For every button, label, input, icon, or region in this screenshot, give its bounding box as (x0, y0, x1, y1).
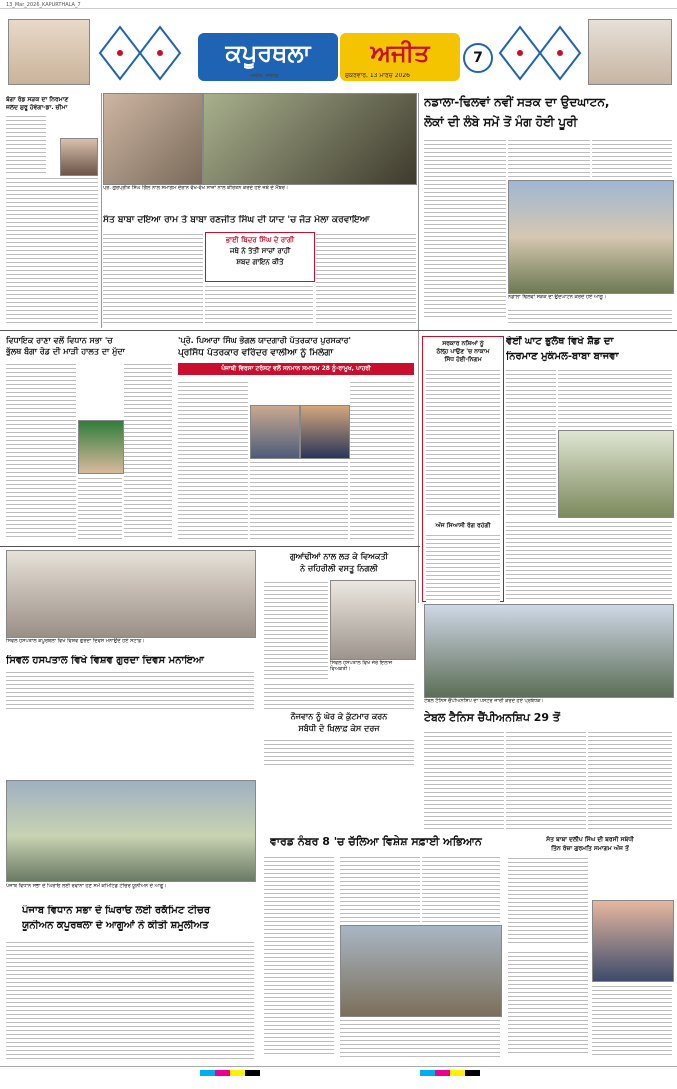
tt-headline: ਟੇਬਲ ਟੈਨਿਸ ਚੈਂਪੀਅਨਸ਼ਿਪ 29 ਤੋਂ (424, 711, 560, 724)
ghat-headline-1: ਵੇਈਂ ਘਾਟ ਭੁਲੱਥ ਵਿਖੇ ਸ਼ੈੱਡ ਦਾ (506, 336, 614, 347)
ward8-text-b (340, 855, 420, 923)
tt-caption: ਟੇਬਲ ਟੈਨਿਸ ਚੈਂਪੀਅਨਸ਼ਿਪ ਦਾ ਪੋਸਟਰ ਜਾਰੀ ਕਰਦੇ ਹੋਏ ਪ੍ਰਬੰਧਕ। (424, 698, 544, 704)
mid-box (422, 336, 504, 602)
ghat-text-b (558, 368, 672, 428)
page-number: 7 (463, 43, 493, 73)
portrait-left-top (60, 138, 98, 176)
ward8-headline: ਵਾਰਡ ਨੰਬਰ 8 'ਚ ਚੱਲਿਆ ਵਿਸ਼ੇਸ਼ ਸਫ਼ਾਈ ਅਭਿਆਨ (270, 835, 482, 848)
tt-text-c (588, 730, 672, 830)
case-text (264, 738, 414, 768)
section-rule-1 (0, 330, 677, 331)
left-top-headline-1: ਬੰਗਾ ਰੋਡ ਸੜਕ ਦਾ ਨਿਰਮਾਣ (6, 96, 69, 103)
teachers-caption: ਪੰਜਾਬ ਵਿਧਾਨ ਸਭਾ ਦੇ ਘਿਰਾਓ ਲਈ ਰਵਾਨਾ ਹੋਣ ਸਮੇਂ ਕਮਿਟਿਡ ਟੀਚਰ ਯੂਨੀਅਨ ਦੇ ਆਗੂ। (6, 883, 167, 889)
obit-text-b (508, 950, 588, 1055)
road-photo (508, 180, 674, 294)
top-rule (0, 8, 677, 9)
section-rule-2 (0, 546, 420, 547)
kirtan-caption: ਪ੍ਰ. ਗੁਰਪ੍ਰੀਤ ਸਿੰਘ ਗਿੱਲ ਨਾਲ ਸਮਾਗਮ ਦੌਰਾਨ ਵੱਖ-ਵੱਖ ਸਾਜ਼ਾਂ ਨਾਲ ਕੀਰਤਨ ਕਰਦੇ ਹੋਏ ਜਥੇ ਦੇ ਮੈਂਬਰ। (103, 185, 289, 191)
mid-box-headline-3: ਸਿੱਧ ਹੋਈ-ਨਿਗਮ (444, 356, 482, 363)
masthead-date: ਸ਼ੁੱਕਰਵਾਰ, 13 ਮਾਰਚ 2026 (345, 73, 410, 79)
ward8-text-c (422, 855, 500, 923)
clock-tower-image (588, 19, 672, 85)
exhibition-photo (103, 93, 203, 185)
award-portrait-1 (250, 405, 300, 459)
column-rule-2 (418, 93, 419, 603)
kidney-text (6, 670, 254, 712)
award-portrait-2 (300, 405, 350, 459)
left-top-text-a (6, 114, 46, 174)
award-text-a (178, 380, 248, 540)
hospital-caption: ਸਿਵਲ ਹਸਪਤਾਲ ਵਿਖੇ ਜੇਰੇ ਇਲਾਜ ਵਿਅਕਤੀ। (330, 660, 393, 672)
obit-portrait (592, 900, 674, 982)
mela-headline: ਸੰਤ ਬਾਬਾ ਦਇਆ ਰਾਮ ਤੇ ਬਾਬਾ ਰਣਜੀਤ ਸਿੰਘ ਦੀ ਯਾਦ 'ਚ ਜੋੜ ਮੇਲਾ ਕਰਵਾਇਆ (103, 215, 370, 225)
obit-text-c (592, 984, 672, 1056)
ghat-headline-2: ਨਿਰਮਾਣ ਮੁਕੰਮਲ-ਬਾਬਾ ਬਾਜਵਾ (506, 351, 619, 362)
masthead (0, 15, 677, 90)
left-top-headline-2: ਜਲਦ ਸ਼ੁਰੂ ਹੋਵੇਗਾ-ਡਾ. ਚੀਮਾ (6, 104, 68, 111)
color-bar-left (200, 1070, 260, 1076)
mid-box-headline-2: ਠੱਲ੍ਹ ਪਾਉਣ 'ਚ ਨਾਕਾਮ (436, 348, 490, 355)
tt-text-b (506, 730, 586, 830)
title-city: ਕਪੂਰਥਲਾ (225, 39, 311, 67)
tt-text-a (424, 730, 504, 830)
poison-headline-2: ਨੇ ਜ਼ਹਿਰੀਲੀ ਵਸਤੂ ਨਿਗਲੀ (300, 564, 378, 573)
hospital-photo (330, 580, 416, 660)
assembly-headline-1: ਵਿਧਾਇਕ ਰਾਣਾ ਵਲੋਂ ਵਿਧਾਨ ਸਭਾ 'ਚ (6, 336, 113, 345)
teachers-headline-2: ਯੂਨੀਅਨ ਕਪੂਰਥਲਾ ਦੇ ਆਗੂਆਂ ਨੇ ਕੀਤੀ ਸ਼ਮੂਲੀਅਤ (22, 920, 209, 931)
print-slug: 13_Mar_2026_KAPURTHALA_7 (6, 2, 81, 8)
assembly-text-c (78, 476, 122, 540)
mla-portrait (78, 420, 124, 474)
mid-box-headline-1: ਸਰਕਾਰ ਨਸ਼ਿਆਂ ਨੂੰ (442, 340, 484, 347)
obit-headline-1: ਸੰਤ ਬਾਬਾ ਦਲੀਪ ਸਿੰਘ ਦੀ ਬਰਸੀ ਸਬੰਧੀ (546, 836, 634, 843)
nadala-text-b (508, 138, 590, 178)
mid-box-text-a (426, 368, 500, 518)
poison-text-a (264, 580, 328, 680)
kirtan-photo (203, 93, 417, 185)
ghat-text-c (506, 520, 672, 600)
award-text-c (350, 380, 414, 540)
obit-text-a (508, 856, 588, 946)
mid-box-text-b (426, 533, 500, 603)
masthead-sub: ਅਜੀਤ, ਜਲੰਧਰ (250, 73, 279, 79)
poison-headline-1: ਗੁਆਂਢੀਆਂ ਨਾਲ ਲੜ ਕੇ ਵਿਅਕਤੀ (289, 552, 389, 561)
mela-text-a (103, 232, 203, 326)
kidney-caption: ਸਿਵਲ ਹਸਪਤਾਲ ਕਪੂਰਥਲਾ ਵਿਖੇ ਵਿਸ਼ਵ ਗੁਰਦਾ ਦਿਵਸ ਮਨਾਉਂਦੇ ਹੋਏ ਸਟਾਫ਼। (6, 638, 145, 644)
award-strip: ਪੰਜਾਬੀ ਵਿਰਸਾ ਟਰੱਸਟ ਵਲੋਂ ਸਨਮਾਨ ਸਮਾਰਮ 28 ਨੂੰ-ਰਾਮੂਖ, ਪਾਹਰੀ (178, 363, 414, 375)
column-rule-1 (101, 93, 102, 328)
left-top-text-b (6, 176, 98, 326)
case-headline-1: ਨੌਜਵਾਨ ਨੂੰ ਘੇਰ ਕੇ ਕੁੱਟਮਾਰ ਕਰਨ (290, 712, 388, 721)
mela-box (205, 232, 315, 282)
nadala-text-c (592, 138, 672, 178)
mela-text-c (316, 232, 416, 326)
nadala-text-d (508, 308, 672, 326)
nadala-text-a (424, 138, 506, 320)
nadala-headline-2: ਲੋਕਾਂ ਦੀ ਲੰਬੇ ਸਮੇਂ ਤੋਂ ਮੰਗ ਹੋਈ ਪੂਰੀ (424, 115, 578, 129)
title-paper: ਅਜੀਤ (370, 39, 430, 67)
mela-text-b (205, 284, 313, 326)
ward8-photo (340, 925, 502, 1017)
teachers-text (6, 940, 254, 1060)
case-headline-2: ਸਬੰਧੀ ਦੋ ਖ਼ਿਲਾਫ਼ ਕੇਸ ਦਰਜ (298, 724, 380, 733)
kidney-photo (6, 550, 256, 638)
bottom-rule (0, 1066, 677, 1067)
award-headline-2: ਪ੍ਰਸਿੱਧ ਪੱਤਰਕਾਰ ਵਰਿੰਦਰ ਵਾਲੀਆ ਨੂੰ ਮਿਲੇਗਾ (178, 348, 334, 358)
mid-box-sub: ਅੱਜ ਸਿਆਸੀ ਰੰਗ ਰਹੇਗੀ (435, 522, 491, 529)
award-headline-1: 'ਪ੍ਰੋ. ਪਿਆਰਾ ਸਿੰਘ ਭੋਗਲ ਯਾਦਗਾਰੀ ਪੱਤਰਕਾਰ ਪੁਰਸਕਾਰ' (178, 336, 351, 345)
palace-image (8, 19, 90, 85)
tt-photo (424, 604, 674, 698)
mela-box-line-3: ਸ਼ਬਦ ਗਾਇਨ ਕੀਤੇ (236, 258, 284, 266)
teachers-photo (6, 780, 256, 882)
assembly-text-b (124, 362, 172, 540)
nadala-headline-1: ਨਡਾਲਾ-ਢਿਲਵਾਂ ਨਵੀਂ ਸੜਕ ਦਾ ਉਦਘਾਟਨ, (424, 95, 610, 109)
ward8-text-d (340, 1018, 500, 1058)
ghat-photo (558, 430, 674, 518)
ghat-text-a (506, 368, 556, 518)
road-caption: ਨਡਾਲਾ ਢਿਲਵਾਂ ਸੜਕ ਦਾ ਉਦਘਾਟਨ ਕਰਦੇ ਹੋਏ ਆਗੂ। (508, 294, 607, 300)
assembly-text-a (6, 362, 76, 540)
assembly-headline-2: ਭੁੱਲਥ ਬੰਗਾ ਰੋਡ ਦੀ ਮਾੜੀ ਹਾਲਤ ਦਾ ਮੁੱਦਾ (6, 347, 125, 356)
kidney-headline: ਸਿਵਲ ਹਸਪਤਾਲ ਵਿਖੇ ਵਿਸ਼ਵ ਗੁਰਦਾ ਦਿਵਸ ਮਨਾਇਆ (6, 655, 204, 666)
award-text-b (250, 460, 348, 540)
obit-headline-2: ਤਿੰਨ ਰੋਜ਼ਾ ਗੁਰਮਤਿ ਸਮਾਗਮ ਅੱਜ ਤੋਂ (551, 845, 629, 852)
ward8-text-a (264, 855, 334, 1055)
poison-text-b (264, 682, 414, 710)
mela-box-line-2: ਜਥੇ ਨੇ ਤੰਤੀ ਸਾਜ਼ਾਂ ਰਾਹੀਂ (229, 247, 291, 255)
teachers-headline-1: ਪੰਜਾਬ ਵਿਧਾਨ ਸਭਾ ਦੇ ਘਿਰਾਓ ਲਈ ਰਕੱਮਿਟ ਟੀਚਰ (22, 905, 211, 916)
mela-box-line-1: ਭਾਈ ਬਿਦਰ ਸਿੰਘ ਦੇ ਰਾਗੀ (225, 236, 295, 244)
color-bar-right (420, 1070, 480, 1076)
